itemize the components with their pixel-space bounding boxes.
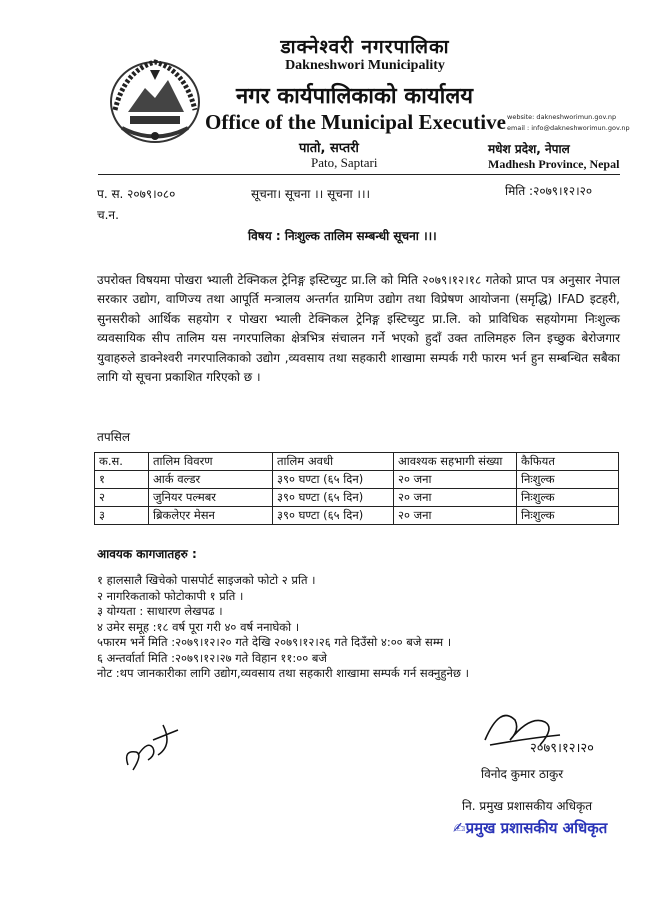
cell-participants: २० जना — [394, 489, 517, 507]
cell-duration: ३९० घण्टा (६५ दिन) — [273, 471, 394, 489]
website-text: website: dakneshworimun.gov.np — [507, 113, 617, 121]
cell-sn: १ — [95, 471, 149, 489]
cell-sn: ३ — [95, 507, 149, 525]
header-training: तालिम विवरण — [149, 453, 273, 471]
cell-training: ब्रिकलेएर मेसन — [149, 507, 273, 525]
letter-date: मिति :२०७९।१२।२० — [505, 184, 593, 198]
officer-signature-icon — [470, 700, 620, 760]
notice-heading: सूचना। सूचना ।। सूचना ।।। — [251, 187, 371, 201]
header-sn: क.स. — [95, 453, 149, 471]
reference-number: प. स. २०७९।०८० — [97, 187, 176, 201]
list-item: ५फारम भर्ने मिति :२०७९।१२।२० गते देखि २०७९।१२।२६ गते दिउँसो ४:०० बजे सम्म । — [97, 635, 452, 649]
location-english: Pato, Saptari — [311, 155, 378, 170]
stamp-text: प्रमुख प्रशासकीय अधिकृत — [465, 819, 608, 837]
details-label: तपसिल — [97, 430, 131, 444]
official-stamp — [453, 818, 607, 838]
list-item: १ हालसालै खिचेको पासपोर्ट साइजको फोटो २ प्रति । — [97, 573, 316, 587]
table-row — [95, 507, 619, 525]
signatory-designation: नि. प्रमुख प्रशासकीय अधिकृत — [462, 799, 593, 813]
cell-remarks: निःशुल्क — [517, 471, 619, 489]
office-name-english: Office of the Municipal Executive — [205, 110, 506, 134]
table-header-row — [95, 453, 619, 471]
header-participants: आवश्यक सहभागी संख्या — [394, 453, 517, 471]
cell-sn: २ — [95, 489, 149, 507]
contact-info — [507, 112, 630, 134]
header-divider — [98, 174, 620, 175]
table-row — [95, 471, 619, 489]
cell-remarks: निःशुल्क — [517, 507, 619, 525]
documents-list — [97, 573, 469, 682]
province-english: Madhesh Province, Nepal — [488, 157, 620, 171]
list-item: ६ अन्तर्वार्ता मिति :२०७९।१२।२७ गते विहान ११:०० बजे — [97, 650, 327, 665]
cell-duration: ३९० घण्टा (६५ दिन) — [273, 489, 394, 507]
list-item: नोट :थप जानकारीका लागि उद्योग,व्यवसाय तथा सहकारी शाखामा सम्पर्क गर्न सक्नुहुनेछ । — [97, 666, 469, 680]
initial-signature-icon — [118, 710, 188, 775]
province-nepali: मधेश प्रदेश, नेपाल — [488, 142, 570, 156]
list-item: २ नागरिकताको फोटोकापी १ प्रति । — [97, 588, 244, 603]
list-item: ४ उमेर समूह :१८ वर्ष पूरा गरी ४० वर्ष ननाघेको । — [97, 619, 300, 634]
cell-training: जुनियर पल्मबर — [149, 489, 273, 507]
subject-line: विषय : निःशुल्क तालिम सम्बन्धी सूचना ।।। — [248, 229, 437, 243]
cell-participants: २० जना — [394, 507, 517, 525]
notice-body: उपरोक्त विषयमा पोखरा भ्याली टेक्निकल ट्रेनिङ्ग इस्टिच्युट प्रा.लि को मिति २०७९।१२।१८ गतेको प्राप्त पत्र अनुसार नेपाल सरकार उद्योग, वाणिज्य तथा आपूर्ति मन्त्रालय अन्तर्गत ग्रामिण उद्योग तथा विप्रेषण आयोजना (समृद्धि) IFAD इटहरी, सुनसरीको आर्थिक सहयोग र पोखरा भ्याली टेक्निकल ट्रेनिङ्ग इस्टिच्युट प्रा.लि. को प्राविधिक सहयोगमा निःशुल्क व्यवसायिक सीप तालिम यस नगरपालिका क्षेत्रभित्र संचालन गर्ने भएको हुदाँ उक्त तालिमहरु लिन इच्छुक बेरोजगार युवाहरुले डाक्नेश्वरी नगरपालिकाको उद्योग ,व्यवसाय तथा सहकारी शाखामा सम्पर्क गरी फारम भर्न हुन सम्बन्धित सबैका लागि यो सूचना प्रकाशित गरिएको छ । — [97, 273, 620, 385]
municipality-name-english: Dakneshwori Municipality — [285, 58, 445, 73]
stamp-mark-icon: ✍ — [453, 819, 466, 837]
municipality-name-nepali: डाक्नेश्वरी नगरपालिका — [280, 36, 450, 58]
signature-date-text: २०७९।१२।२० — [530, 741, 594, 756]
cell-duration: ३९० घण्टा (६५ दिन) — [273, 507, 394, 525]
office-name-nepali: नगर कार्यपालिकाको कार्यालय — [236, 84, 473, 109]
signatory-name: विनोद कुमार ठाकुर — [481, 767, 564, 781]
cell-participants: २० जना — [394, 471, 517, 489]
header-remarks: कैफियत — [517, 453, 619, 471]
email-text: email : info@dakneshworimun.gov.np — [507, 124, 630, 132]
cell-training: आर्क वल्डर — [149, 471, 273, 489]
dispatch-number: च.न. — [97, 208, 119, 222]
list-item: ३ योग्यता : साधारण लेखपढ । — [97, 604, 223, 618]
location-nepali: पातो, सप्तरी — [299, 141, 359, 156]
documents-title: आवयक कागजातहरु : — [97, 547, 197, 561]
training-table — [94, 452, 619, 525]
table-row — [95, 489, 619, 507]
cell-remarks: निःशुल्क — [517, 489, 619, 507]
header-duration: तालिम अवधी — [273, 453, 394, 471]
